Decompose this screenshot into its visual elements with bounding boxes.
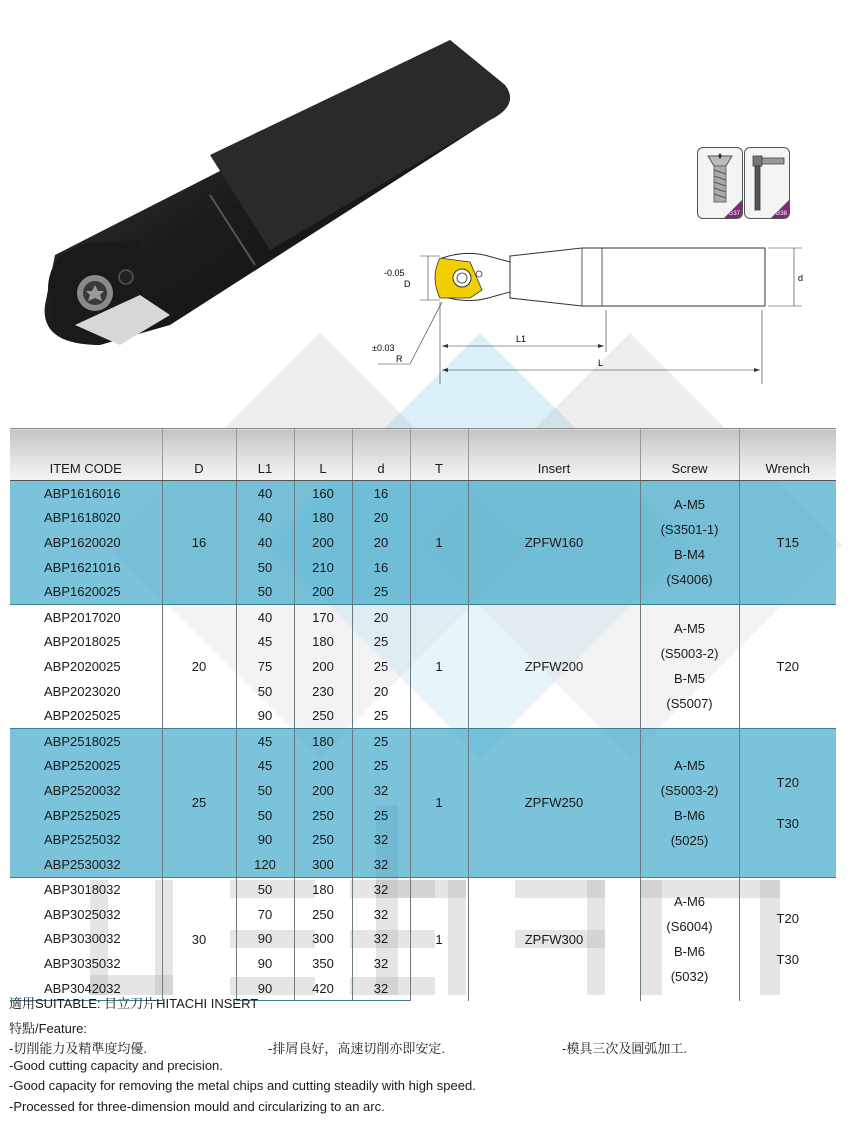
cell-d: 25 [352,728,410,753]
wrench-line: T15 [776,534,799,550]
cell-item-code: ABP2520032 [10,778,162,803]
header-item-code: ITEM CODE [10,429,162,481]
screw-line: (S4006) [666,572,713,588]
cell-D: 16 [162,481,236,605]
cell-item-code: ABP2525032 [10,827,162,852]
screw-line: B-M6 [673,944,706,960]
tolerance-d: -0.05 [384,268,405,278]
cell-L: 160 [294,481,352,506]
screw-line: (S6004) [666,919,713,935]
cell-L1: 90 [236,703,294,728]
table-row [10,481,836,506]
screw-line: B-M4 [673,547,706,563]
dimension-drawing [370,240,810,390]
screw-line: (5025) [670,832,709,848]
feature-cn-2: -排屑良好，高速切削亦即安定. [268,1041,445,1056]
cell-d: 16 [352,481,410,506]
table-row [10,604,836,629]
cell-d: 32 [352,951,410,976]
cell-T: 1 [410,481,468,605]
cell-D: 30 [162,877,236,1001]
cell-d: 32 [352,902,410,927]
spec-table [10,428,836,1001]
cell-insert: ZPFW300 [468,877,640,1001]
label-d: d [798,273,804,283]
cell-L: 180 [294,630,352,655]
cell-item-code: ABP2023020 [10,679,162,704]
cell-L: 180 [294,506,352,531]
tolerance-r: ±0.03 [372,343,395,353]
cell-screw [640,604,739,728]
cell-d: 32 [352,852,410,877]
cell-T: 1 [410,604,468,728]
feature-en-2: -Good capacity for removing the metal chips and cutting steadily with high speed. [9,1078,476,1093]
screw-line: (S5007) [666,696,713,712]
cell-d: 25 [352,803,410,828]
cell-L1: 50 [236,555,294,580]
cell-L: 420 [294,976,352,1001]
cell-D: 20 [162,604,236,728]
screw-line: (S5003-2) [660,646,719,662]
wrench-line: T20 [776,774,799,790]
header-insert: Insert [468,429,640,481]
header-T: T [410,429,468,481]
cell-item-code: ABP3030032 [10,927,162,952]
label-L: L [598,358,604,368]
header-wrench: Wrench [739,429,836,481]
cell-d: 20 [352,530,410,555]
cell-item-code: ABP1621016 [10,555,162,580]
cell-item-code: ABP2025025 [10,703,162,728]
cell-item-code: ABP3042032 [10,976,162,1001]
screw-line: (S5003-2) [660,782,719,798]
cell-L: 200 [294,530,352,555]
cell-L1: 70 [236,902,294,927]
screw-line: A-M5 [673,757,706,773]
cell-item-code: ABP2525025 [10,803,162,828]
cell-item-code: ABP3018032 [10,877,162,902]
cell-item-code: ABP2530032 [10,852,162,877]
cell-L: 200 [294,778,352,803]
wrench-line: T20 [776,911,799,927]
cell-L: 230 [294,679,352,704]
cell-L1: 50 [236,679,294,704]
table-row [10,877,836,902]
cell-T: 1 [410,728,468,877]
screw-line: A-M6 [673,894,706,910]
feature-en-1: -Good cutting capacity and precision. [9,1058,223,1073]
wrench-icon [744,147,790,219]
cell-d: 16 [352,555,410,580]
cell-item-code: ABP1616016 [10,481,162,506]
table-header [10,429,836,481]
cell-L: 170 [294,604,352,629]
screw-line: B-M6 [673,807,706,823]
cell-item-code: ABP2020025 [10,654,162,679]
cell-wrench [739,728,836,877]
cell-L1: 40 [236,506,294,531]
cell-L1: 90 [236,827,294,852]
cell-L: 180 [294,728,352,753]
label-R: R [396,354,403,364]
cell-d: 25 [352,703,410,728]
screw-line: A-M5 [673,621,706,637]
cell-item-code: ABP2518025 [10,728,162,753]
cell-d: 20 [352,604,410,629]
cell-L1: 40 [236,481,294,506]
label-D: D [404,279,411,289]
cell-L: 300 [294,927,352,952]
cell-item-code: ABP2017020 [10,604,162,629]
header-screw: Screw [640,429,739,481]
table-row [10,728,836,753]
cell-wrench [739,877,836,1001]
cell-d: 32 [352,976,410,1001]
cell-D: 25 [162,728,236,877]
cell-L: 250 [294,803,352,828]
label-L1: L1 [516,334,527,344]
cell-item-code: ABP3035032 [10,951,162,976]
cell-L1: 40 [236,530,294,555]
cell-item-code: ABP3025032 [10,902,162,927]
cell-L: 300 [294,852,352,877]
cell-L: 210 [294,555,352,580]
cell-L: 350 [294,951,352,976]
screw-line: B-M5 [673,671,706,687]
cell-d: 25 [352,630,410,655]
cell-L: 180 [294,877,352,902]
table-body [10,481,836,1001]
cell-L1: 40 [236,604,294,629]
screw-line: A-M5 [673,497,706,513]
cell-screw [640,877,739,1001]
feature-en-3: -Processed for three-dimension mould and circularizing to an arc. [9,1099,385,1114]
cell-insert: ZPFW160 [468,481,640,605]
cell-wrench [739,481,836,605]
cell-screw [640,728,739,877]
cell-d: 32 [352,927,410,952]
wrench-line: T30 [776,952,799,968]
cell-wrench [739,604,836,728]
wrench-line: T20 [776,658,799,674]
cell-d: 20 [352,506,410,531]
suitable-note: 適用SUITABLE: 日立刀片HITACHI INSERT [9,996,259,1011]
cell-d: 25 [352,754,410,779]
cell-insert: ZPFW250 [468,728,640,877]
cell-L1: 45 [236,754,294,779]
screw-line: (S3501-1) [660,522,719,538]
cell-L1: 50 [236,579,294,604]
feature-cn-1: -切削能力及精準度均優. [9,1041,147,1056]
header-L: L [294,429,352,481]
cell-L: 250 [294,703,352,728]
cell-d: 20 [352,679,410,704]
cell-d: 32 [352,827,410,852]
cell-L1: 90 [236,976,294,1001]
cell-L: 250 [294,902,352,927]
cell-L: 200 [294,754,352,779]
cell-T: 1 [410,877,468,1001]
wrench-line: T30 [776,815,799,831]
header-D: D [162,429,236,481]
cell-d: 32 [352,778,410,803]
feature-title: 特點/Feature: [9,1021,88,1036]
cell-d: 25 [352,579,410,604]
header-d: d [352,429,410,481]
cell-screw [640,481,739,605]
header-L1: L1 [236,429,294,481]
cell-L1: 50 [236,877,294,902]
cell-L1: 50 [236,778,294,803]
cell-insert: ZPFW200 [468,604,640,728]
cell-L1: 75 [236,654,294,679]
wrench-code: G38 [775,211,787,217]
cell-item-code: ABP1618020 [10,506,162,531]
screw-code: G37 [728,211,740,217]
cell-L1: 120 [236,852,294,877]
cell-d: 25 [352,654,410,679]
cell-item-code: ABP2018025 [10,630,162,655]
screw-line: (5032) [670,969,709,985]
cell-item-code: ABP1620025 [10,579,162,604]
cell-L1: 90 [236,927,294,952]
cell-item-code: ABP1620020 [10,530,162,555]
screw-icon [697,147,743,219]
cell-L1: 45 [236,630,294,655]
cell-L: 200 [294,654,352,679]
cell-L1: 50 [236,803,294,828]
cell-item-code: ABP2520025 [10,754,162,779]
feature-cn-3: -模具三次及圓弧加工. [562,1041,687,1056]
cell-d: 32 [352,877,410,902]
cell-L1: 45 [236,728,294,753]
cell-L: 250 [294,827,352,852]
cell-L1: 90 [236,951,294,976]
cell-L: 200 [294,579,352,604]
